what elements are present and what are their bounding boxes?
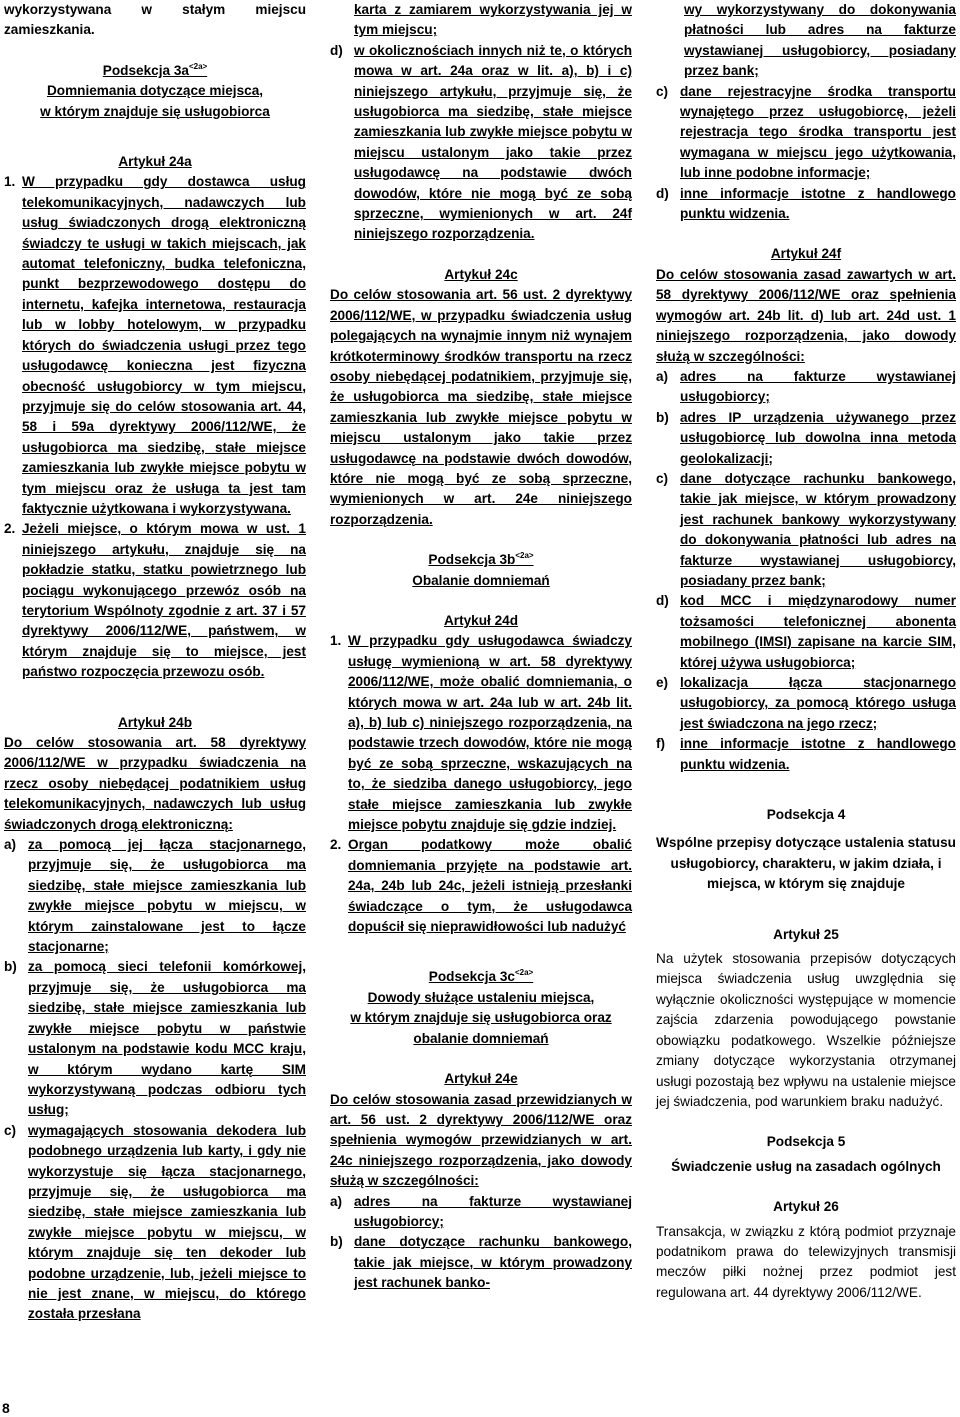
list-item-text: adres na fakturze wystawianej usługobiorcy; (354, 1193, 632, 1229)
paragraph-text: W przypadku gdy usługodawca świadczy usługę wymienioną w art. 58 dyrektywy 2006/112/WE, może obalić domniemania, o których mowa w art. 24a lub w art. 24b lit. a), b) lub c) niniejszego rozporządzenia, na podstawie trzech dowodów, które nie mogą być ze sobą sprzeczne, wskazujących na to, że siedziba danego usługobiorcy, jego stałe miejsce zamieszkania lub zwykłe miejsce pobytu znajduje się gdzie indziej. (348, 633, 632, 833)
list-item-text: kod MCC i międzynarodowy numer tożsamości telefonicznej abonenta mobilnego (IMSI) zapisane na karcie SIM, której używa usługobiorca; (680, 593, 956, 670)
article-24f-list (656, 367, 956, 775)
paragraph-number: 2. (330, 837, 342, 853)
list-item-label: c) (656, 83, 669, 99)
list-item-label: b) (656, 409, 669, 425)
amendment-note: <2a> (188, 61, 208, 71)
article-26-title: Artykuł 26 (773, 1199, 839, 1215)
paragraph-text: W przypadku gdy dostawca usług telekomunikacyjnych, nadawczych lub usług świadczonych drogą elektroniczną świadczy te usługi w takich miejscach, jak automat telefoniczny, budka telefoniczna, punkt bezprzewodowego dostępu do internetu, kafejka internetowa, restauracja lub w lobby hotelowym, w przypadku których do świadczenia usługi przez tego usługodawcę konieczna jest fizyczna obecność usługobiorcy w tym miejscu, przyjmuje się do celów stosowania art. 44, 58 i 59a dyrektywy 2006/112/WE, że usługobiorca ma siedzibę, stałe miejsce zamieszkania lub zwykłe miejsce pobytu w tym miejscu oraz że usługa ta jest tam faktycznie użytkowana i wykorzystywana. (22, 174, 306, 516)
article-24a-title: Artykuł 24a (118, 154, 192, 170)
intro-line: wykorzystywana w stałym miejscu zamieszkania. (4, 2, 306, 38)
article-25-title: Artykuł 25 (773, 926, 839, 942)
list-item (656, 184, 956, 225)
list-item-text: za pomocą sieci telefonii komórkowej, przyjmuje się, że usługobiorca ma siedzibę, stałe miejsce zamieszkania lub zwykłe miejsce pobytu w państwie ustalonym na podstawie kodu MCC kraju, w którym wydano kartę SIM wykorzystywaną podczas odbioru tych usług; (28, 959, 306, 1118)
subsection-5-heading: Świadczenie usług na zasadach ogólnych (671, 1158, 941, 1174)
list-item (656, 469, 956, 591)
article-24b-title: Artykuł 24b (117, 714, 193, 730)
list-item-label: b) (4, 959, 17, 975)
list-item-text: za pomocą jej łącza stacjonarnego, przyjmuje się, że usługobiorca ma siedzibę, stałe miejsce zamieszkania lub zwykłe miejsce pobytu w miejscu, w którym zainstalowane jest to łącze stacjonarne; (28, 837, 306, 955)
list-item-label: d) (330, 42, 343, 58)
list-item (656, 673, 956, 734)
list-item-text: lokalizacja łącza stacjonarnego usługobiorcy, za pomocą którego usługa jest świadczona na jego rzecz; (680, 675, 956, 731)
subsection-3a-heading: Domniemania dotyczące miejsca, (46, 83, 264, 99)
article-24f-intro: Do celów stosowania zasad zawartych w art. 58 dyrektywy 2006/112/WE oraz spełnienia wymogów art. 24b lit. d) lub art. 24d ust. 1 niniejszego rozporządzenia, jako dowody służą w szczególności: (656, 266, 956, 364)
paragraph-text: Jeżeli miejsce, o którym mowa w ust. 1 niniejszego artykułu, znajduje się na pokładzie statku, statku powietrznego lub pociągu wykonującego przewóz osób na terytorium Wspólnoty zgodnie z art. 37 i 57 dyrektywy 2006/112/WE, państwem, w którym znajduje się to miejsce, jest państwo rozpoczęcia przewozu osób. (22, 521, 306, 680)
list-item (4, 835, 306, 957)
list-item (330, 1192, 632, 1233)
subsection-3c-heading: Dowody służące ustaleniu miejsca, (367, 989, 595, 1005)
list-item-label: a) (656, 368, 669, 384)
list-item-text: dane rejestracyjne środka transportu wynajętego przez usługobiorcę, jeżeli rejestracja tego środka transportu jest wymagana w miejscu jego użytkowania, lub inne podobne informacje; (680, 83, 956, 181)
list-item-label: c) (4, 1122, 17, 1138)
article-24a-paragraph-2 (4, 519, 306, 682)
subsection-3c-heading: obalanie domniemań (413, 1030, 549, 1046)
amendment-note: <2a> (514, 968, 534, 978)
article-24b-list-continued (330, 41, 632, 245)
subsection-4-title: Podsekcja 4 (766, 807, 846, 823)
subsection-3b-heading: Obalanie domniemań (412, 572, 550, 588)
list-item-text: inne informacje istotne z handlowego punktu widzenia. (680, 736, 956, 772)
list-item-label: a) (330, 1193, 343, 1209)
list-item-text: w okolicznościach innych niż te, o których mowa w art. 24a oraz w lit. a), b) i c) niniejszego artykułu, przyjmuje się, że usługobiorca ma siedzibę, stałe miejsce zamieszkania lub zwykłe miejsce pobytu w miejscu ustalonym jako takie przez usługodawcę na podstawie dwóch dowodów, które nie mogą być ze sobą sprzeczne, wymienionych w art. 24f niniejszego rozporządzenia. (354, 42, 632, 242)
article-24d-paragraph-2 (330, 835, 632, 937)
amendment-note: <2a> (515, 551, 534, 561)
article-24f-title: Artykuł 24f (770, 246, 842, 262)
article-24e-list (330, 1192, 632, 1294)
paragraph-text: Organ podatkowy może obalić domniemania przyjęte na podstawie art. 24a, 24b lub 24c, jeżeli istnieją przesłanki świadczące o tym, że usługodawca dopuścił się nieprawidłowości lub nadużyć (348, 837, 632, 935)
column-middle (330, 0, 632, 1294)
article-24b-list (4, 835, 306, 1325)
article-24d-title: Artykuł 24d (443, 612, 519, 628)
column-right (656, 0, 956, 1303)
column-left (4, 0, 306, 1325)
list-item (4, 1121, 306, 1325)
list-item-text: wymagających stosowania dekodera lub podobnego urządzenia lub karty, i gdy nie wykorzystuje się łącza stacjonarnego, przyjmuje się, że usługobiorca ma siedzibę, stałe miejsce zamieszkania lub zwykłe miejsce pobytu w miejscu, w którym znajduje się ten dekoder lub podobne urządzenie, lub, jeżeli miejsce to nie jest znane, w miejscu, do którego została przesłana (28, 1122, 306, 1322)
list-item-label: e) (656, 675, 669, 690)
article-24e-list-continued (656, 82, 956, 225)
list-item (656, 591, 956, 673)
article-24e-title: Artykuł 24e (444, 1071, 518, 1087)
list-item-text: adres IP urządzenia używanego przez usługobiorcę lub dowolna inna metoda geolokalizacji; (680, 409, 956, 466)
list-item (656, 734, 956, 775)
article-26-text: Transakcja, w związku z którą podmiot przyznaje podatnikom prawa do telewizyjnych transmisji meczów piłki nożnej przez podmiot jest regulowana art. 44 dyrektywy 2006/112/WE. (656, 1223, 956, 1300)
list-item-label: b) (330, 1234, 343, 1250)
article-24c-text: Do celów stosowania art. 56 ust. 2 dyrektywy 2006/112/WE, w przypadku świadczenia usług polegających na wynajmie innym niż wynajem krótkoterminowy środków transportu na rzecz osoby niebędącej podatnikiem, przyjmuje się, że usługobiorca ma siedzibę, stałe miejsce zamieszkania lub zwykłe miejsce pobytu w miejscu ustalonym jako takie przez usługodawcę na podstawie dwóch dowodów, które nie mogą być ze sobą sprzeczne, wymienionych w art. 24e niniejszego rozporządzenia. (330, 287, 632, 527)
paragraph-number: 1. (4, 174, 16, 190)
list-item (4, 957, 306, 1120)
list-item-text: dane dotyczące rachunku bankowego, takie jak miejsce, w którym prowadzony jest rachunek bankowy wykorzystywany do dokonywania płatności lub adres na fakturze wystawianej usługobiorcy, posiadany przez bank; (680, 470, 956, 588)
list-item (330, 1232, 632, 1293)
subsection-3a-title: Podsekcja $3a^{<2a>}$ (102, 61, 208, 78)
list-item-text: inne informacje istotne z handlowego punktu widzenia. (680, 185, 956, 222)
paragraph-number: 1. (330, 633, 342, 649)
list-item-label: c) (656, 470, 669, 486)
paragraph-number: 2. (4, 521, 16, 537)
article-24d-paragraph-1 (330, 631, 632, 835)
subsection-3b-title: Podsekcja $3b^{<2a>}$ (428, 551, 534, 568)
list-item-text: dane dotyczące rachunku bankowego, takie jak miejsce, w którym prowadzony jest rachunek banko- (354, 1234, 632, 1291)
article-24b-intro: Do celów stosowania art. 58 dyrektywy 2006/112/WE w przypadku świadczenia na rzecz osoby niebędącej podatnikiem usług telekomunikacyjnych, nadawczych lub usług świadczonych drogą elektroniczną: (4, 735, 306, 832)
article-25-text: Na użytek stosowania przepisów dotyczących miejsca świadczenia usług uwzględnia się wyłącznie okoliczności występujące w momencie zajścia zdarzenia powodującego powstanie obowiązku podatkowego. Wszelkie późniejsze zmiany dotyczące wykorzystania otrzymanej usługi pozostają bez wpływu na ustalenie miejsce jej świadczenia, pod warunkiem braku nadużyć. (656, 951, 956, 1109)
list-item (656, 367, 956, 408)
list-item-label: d) (656, 593, 669, 609)
list-item-label: a) (4, 837, 17, 853)
continued-item-text: wy wykorzystywany do dokonywania płatności lub adres na fakturze wystawianej usługobiorcy, posiadany przez bank; (684, 2, 956, 79)
article-24c-title: Artykuł 24c (444, 266, 518, 282)
list-item (656, 408, 956, 469)
article-24a-paragraph-1 (4, 172, 306, 519)
page-number: 8 (2, 1400, 10, 1416)
list-item-label: d) (656, 185, 669, 201)
list-item (330, 41, 632, 245)
subsection-3a-heading: w którym znajduje się usługobiorca (40, 103, 270, 119)
list-item-label: f) (656, 736, 666, 752)
subsection-3c-title: Podsekcja $3c^{<2a>}$ (428, 968, 534, 985)
subsection-5-title: Podsekcja 5 (766, 1134, 846, 1150)
subsection-3c-heading: w którym znajduje się usługobiorca oraz (350, 1010, 612, 1026)
subsection-4-heading: Wspólne przepisy dotyczące ustalenia statusu usługobiorcy, charakteru, w jakim działa, i miejsca, w którym się znajduje (656, 835, 956, 892)
article-24e-intro: Do celów stosowania zasad przewidzianych w art. 56 ust. 2 dyrektywy 2006/112/WE oraz spełnienia wymogów przewidzianych w art. 24c niniejszego rozporządzenia, jako dowody służą w szczególności: (330, 1091, 632, 1189)
continued-item-text: karta z zamiarem wykorzystywania jej w tym miejscu; (354, 2, 632, 38)
list-item (656, 82, 956, 184)
list-item-text: adres na fakturze wystawianej usługobiorcy; (680, 368, 956, 405)
